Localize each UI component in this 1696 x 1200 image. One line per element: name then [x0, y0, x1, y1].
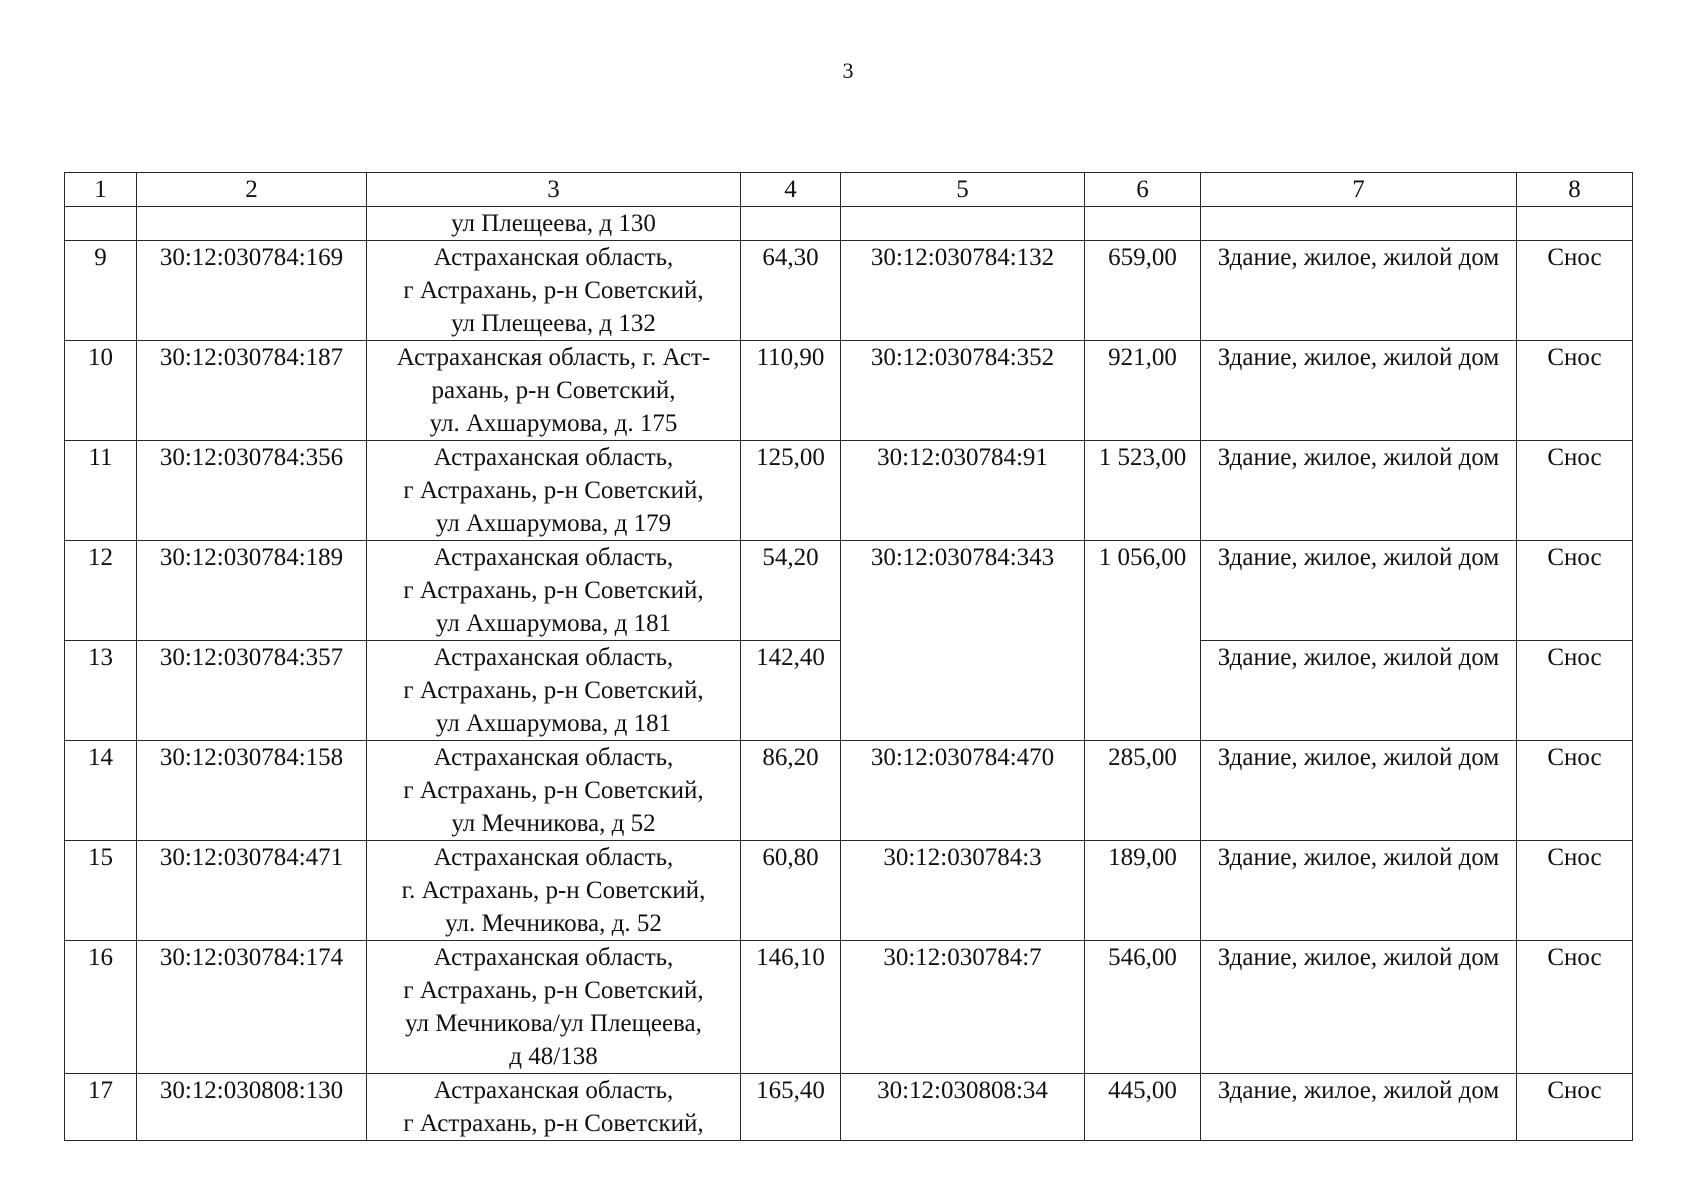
cadastral-number-cell: 30:12:030784:187: [137, 341, 367, 441]
address-line: г Астрахань, р-н Советский,: [403, 777, 704, 804]
address-line: Астраханская область,: [433, 744, 674, 771]
page-number: 3: [842, 58, 854, 83]
land-cadastral-cell: 30:12:030784:132: [841, 241, 1085, 341]
table-row: [65, 241, 1633, 341]
area-cell: 64,30: [741, 241, 841, 341]
object-type-text: Здание, жилое, жилой дом: [1217, 844, 1500, 871]
address-line: г Астрахань, р-н Советский,: [403, 1110, 704, 1137]
cadastral-number-cell: 30:12:030784:471: [137, 841, 367, 941]
table-row: [65, 541, 1633, 641]
address-line: г Астрахань, р-н Советский,: [403, 577, 704, 604]
row-number-cell: 9: [65, 241, 137, 341]
cadastral-number-cell: 30:12:030784:158: [137, 741, 367, 841]
address-line: ул Мечникова/ул Плещеева,: [405, 1010, 702, 1037]
column-header-2: 2: [137, 173, 367, 207]
address-cell: [367, 1074, 741, 1141]
address-line: Астраханская область,: [433, 844, 674, 871]
address-line: Астраханская область,: [433, 1077, 674, 1104]
row-number-cell: 14: [65, 741, 137, 841]
object-type-cell: [1201, 641, 1517, 741]
object-type-cell: [1201, 341, 1517, 441]
address-line: ул Плещеева, д 130: [451, 210, 656, 237]
row-number-cell: 13: [65, 641, 137, 741]
row-number-cell: 11: [65, 441, 137, 541]
address-line: г. Астрахань, р-н Советский,: [401, 877, 706, 904]
land-area-cell: [1085, 207, 1201, 241]
object-type-text: Здание, жилое, жилой дом: [1217, 544, 1500, 571]
object-type-text: Здание, жилое, жилой дом: [1217, 244, 1500, 271]
area-cell: 142,40: [741, 641, 841, 741]
address-cell: [367, 641, 741, 741]
table-row: [65, 741, 1633, 841]
area-cell: 146,10: [741, 941, 841, 1074]
action-cell: Снос: [1517, 541, 1633, 641]
address-cell: [367, 741, 741, 841]
column-header-1: 1: [65, 173, 137, 207]
column-header-8: 8: [1517, 173, 1633, 207]
cadastral-number-cell: 30:12:030784:169: [137, 241, 367, 341]
object-type-cell: [1201, 841, 1517, 941]
land-cadastral-cell: 30:12:030808:34: [841, 1074, 1085, 1141]
row-number-cell: 12: [65, 541, 137, 641]
address-line: Астраханская область,: [433, 944, 674, 971]
address-line: ул Ахшарумова, д 179: [435, 510, 672, 537]
land-cadastral-cell: [841, 207, 1085, 241]
land-area-cell: 285,00: [1085, 741, 1201, 841]
object-type-text: Здание, жилое, жилой дом: [1217, 344, 1500, 371]
row-number-cell: 15: [65, 841, 137, 941]
action-cell: Снос: [1517, 641, 1633, 741]
action-cell: Снос: [1517, 1074, 1633, 1141]
object-type-text: Здание, жилое, жилой дом: [1217, 944, 1500, 971]
object-type-text: Здание, жилое, жилой дом: [1217, 744, 1500, 771]
land-area-cell: 921,00: [1085, 341, 1201, 441]
action-cell: Снос: [1517, 741, 1633, 841]
cadastral-number-cell: 30:12:030784:174: [137, 941, 367, 1074]
address-line: д 48/138: [509, 1043, 598, 1070]
address-cell: [367, 241, 741, 341]
cadastral-number-cell: 30:12:030784:189: [137, 541, 367, 641]
area-cell: 110,90: [741, 341, 841, 441]
row-number-cell: 10: [65, 341, 137, 441]
object-type-cell: [1201, 241, 1517, 341]
object-type-text: Здание, жилое, жилой дом: [1217, 444, 1500, 471]
cadastral-number-cell: 30:12:030784:356: [137, 441, 367, 541]
area-cell: 54,20: [741, 541, 841, 641]
address-line: г Астрахань, р-н Советский,: [403, 977, 704, 1004]
buildings-table: [64, 172, 1633, 1141]
area-cell: 165,40: [741, 1074, 841, 1141]
column-header-6: 6: [1085, 173, 1201, 207]
address-line: ул. Ахшарумова, д. 175: [429, 410, 678, 437]
area-cell: 125,00: [741, 441, 841, 541]
land-cadastral-cell: 30:12:030784:470: [841, 741, 1085, 841]
address-line: ул. Мечникова, д. 52: [445, 910, 662, 937]
land-area-cell: 546,00: [1085, 941, 1201, 1074]
table-row: [65, 841, 1633, 941]
table-row: [65, 1074, 1633, 1141]
address-line: Астраханская область,: [433, 444, 674, 471]
address-line: ул Ахшарумова, д 181: [435, 710, 672, 737]
column-header-5: 5: [841, 173, 1085, 207]
table-row: [65, 441, 1633, 541]
column-header-7: 7: [1201, 173, 1517, 207]
cadastral-number-cell: 30:12:030784:357: [137, 641, 367, 741]
action-cell: Снос: [1517, 941, 1633, 1074]
column-number-row: [65, 173, 1633, 207]
land-cadastral-cell: 30:12:030784:343: [841, 541, 1085, 741]
area-cell: [741, 207, 841, 241]
address-cell: [367, 841, 741, 941]
table-row: [65, 341, 1633, 441]
object-type-cell: [1201, 1074, 1517, 1141]
address-line: рахань, р-н Советский,: [431, 377, 676, 404]
land-cadastral-cell: 30:12:030784:352: [841, 341, 1085, 441]
address-cell: [367, 541, 741, 641]
table-row-continuation: [65, 207, 1633, 241]
address-line: ул Ахшарумова, д 181: [435, 610, 672, 637]
address-line: Астраханская область, г. Аст-: [396, 344, 711, 371]
object-type-cell: [1201, 741, 1517, 841]
area-cell: 86,20: [741, 741, 841, 841]
address-line: г Астрахань, р-н Советский,: [403, 477, 704, 504]
area-cell: 60,80: [741, 841, 841, 941]
action-cell: Снос: [1517, 841, 1633, 941]
address-cell: [367, 207, 741, 241]
column-header-4: 4: [741, 173, 841, 207]
cadastral-number-cell: 30:12:030808:130: [137, 1074, 367, 1141]
object-type-text: Здание, жилое, жилой дом: [1217, 1077, 1500, 1104]
land-cadastral-cell: 30:12:030784:91: [841, 441, 1085, 541]
address-line: ул Мечникова, д 52: [451, 810, 656, 837]
row-number-cell: [65, 207, 137, 241]
row-number-cell: 16: [65, 941, 137, 1074]
object-type-cell: [1201, 207, 1517, 241]
address-line: Астраханская область,: [433, 544, 674, 571]
table-row: [65, 941, 1633, 1074]
cadastral-number-cell: [137, 207, 367, 241]
action-cell: Снос: [1517, 241, 1633, 341]
action-cell: [1517, 207, 1633, 241]
row-number-cell: 17: [65, 1074, 137, 1141]
object-type-cell: [1201, 441, 1517, 541]
address-line: г Астрахань, р-н Советский,: [403, 277, 704, 304]
land-area-cell: 189,00: [1085, 841, 1201, 941]
land-cadastral-cell: 30:12:030784:7: [841, 941, 1085, 1074]
land-area-cell: 659,00: [1085, 241, 1201, 341]
action-cell: Снос: [1517, 341, 1633, 441]
address-line: г Астрахань, р-н Советский,: [403, 677, 704, 704]
address-line: Астраханская область,: [433, 244, 674, 271]
land-area-cell: 445,00: [1085, 1074, 1201, 1141]
object-type-cell: [1201, 541, 1517, 641]
land-area-cell: 1 523,00: [1085, 441, 1201, 541]
address-line: ул Плещеева, д 132: [451, 310, 656, 337]
address-line: Астраханская область,: [433, 644, 674, 671]
object-type-text: Здание, жилое, жилой дом: [1217, 644, 1500, 671]
land-cadastral-cell: 30:12:030784:3: [841, 841, 1085, 941]
action-cell: Снос: [1517, 441, 1633, 541]
column-header-3: 3: [367, 173, 741, 207]
address-cell: [367, 441, 741, 541]
land-area-cell: 1 056,00: [1085, 541, 1201, 741]
address-cell: [367, 341, 741, 441]
object-type-cell: [1201, 941, 1517, 1074]
address-cell: [367, 941, 741, 1074]
